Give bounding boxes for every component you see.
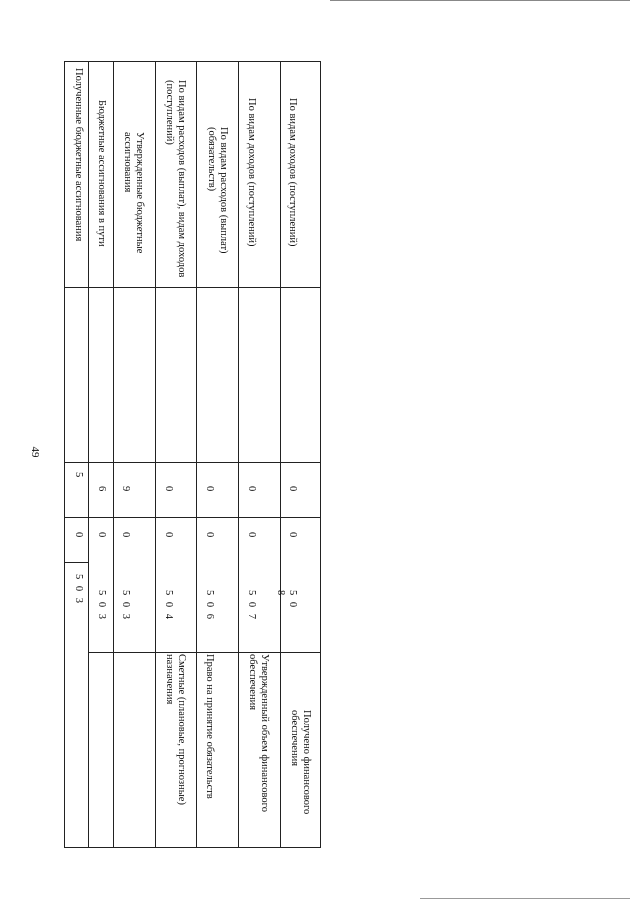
row-2-description: Бюджетные ассигнования в пути [96, 100, 107, 247]
row-3-c1: 0 [120, 532, 131, 538]
column-divider [65, 287, 320, 288]
row-7-description: По видам доходов (поступлений) [287, 98, 298, 247]
row-6-name: Утвержденный объем финансового обеспечения [247, 654, 270, 812]
row-5-c1: 0 [204, 532, 215, 538]
row-4-c2: 0 [163, 486, 174, 492]
row-divider [155, 62, 156, 847]
row-7-name: Получено финансового обеспечения [289, 710, 312, 815]
scan-edge-bottom [420, 898, 630, 899]
row-3-description: Утвержденные бюджетные ассигнования [122, 132, 145, 254]
page-number: 49 [29, 446, 41, 458]
column-divider [88, 652, 320, 653]
row-4-c1: 0 [163, 532, 174, 538]
row-3-c2: 9 [120, 486, 131, 492]
column-divider [65, 462, 320, 463]
row-4-code: 5 0 4 [163, 590, 174, 621]
row-2-c2: 6 [96, 486, 107, 492]
row-1-code: 5 0 3 [73, 574, 84, 605]
row-6-c2: 0 [246, 486, 257, 492]
column-divider [65, 562, 88, 563]
accounts-table [64, 61, 321, 848]
row-6-c1: 0 [246, 532, 257, 538]
row-1-description: Полученные бюджетные ассигнования [73, 68, 84, 242]
row-5-code: 5 0 6 [204, 590, 215, 621]
row-divider [238, 62, 239, 847]
row-4-description: По видам расходов (выплат), видам доходов (поступлений) [164, 80, 187, 278]
row-6-code: 5 0 7 [246, 590, 257, 621]
row-1-c1: 0 [73, 532, 84, 538]
row-7-c2: 0 [287, 486, 298, 492]
row-7-c1: 0 [287, 532, 298, 538]
row-3-code: 5 0 3 [120, 590, 131, 621]
row-2-c1: 0 [96, 532, 107, 538]
row-5-description: По видам расходов (выплат) (обязательств) [206, 127, 229, 254]
row-divider [113, 62, 114, 847]
row-divider [196, 62, 197, 847]
row-2-code: 5 0 3 [96, 590, 107, 621]
row-7-code: 5 0 8 [275, 590, 298, 610]
row-5-name: Право на принятие обязательств [204, 654, 215, 799]
row-4-name: Сметные (плановые, прогнозные) назначения [164, 654, 187, 805]
row-6-description: По видам доходов (поступлений) [246, 98, 257, 247]
row-5-c2: 0 [204, 486, 215, 492]
row-1-c2: 5 [73, 472, 84, 478]
row-divider [88, 62, 89, 847]
scan-edge-top [330, 0, 630, 1]
row-divider [280, 62, 281, 847]
column-divider [65, 517, 320, 518]
